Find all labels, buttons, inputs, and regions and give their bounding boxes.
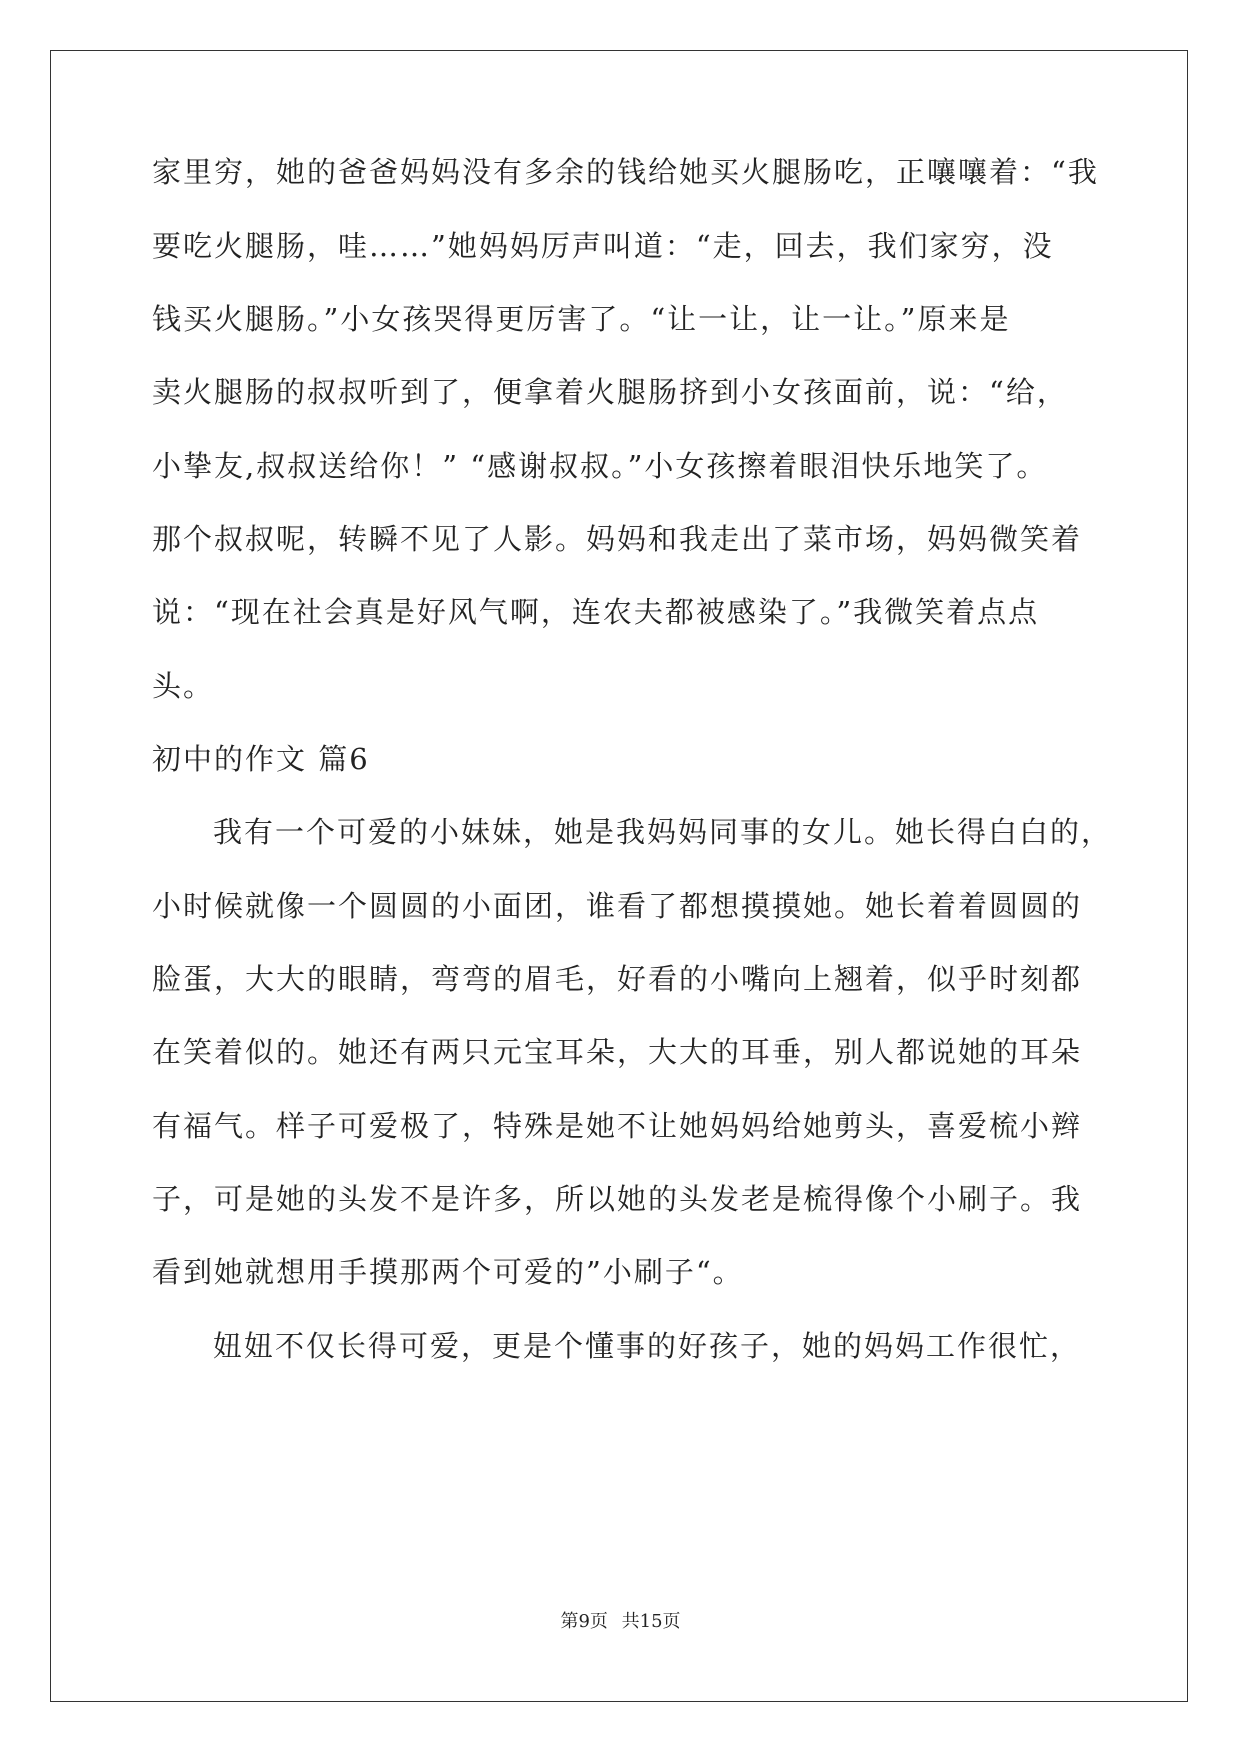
text-line: 子，可是她的头发不是许多，所以她的头发老是梳得像个小刷子。我 bbox=[152, 1182, 1083, 1216]
text-line: 要吃火腿肠，哇……”她妈妈厉声叫道：“走，回去，我们家穷，没 bbox=[152, 229, 1054, 263]
text-line: 妞妞不仅长得可爱，更是个懂事的好孩子，她的妈妈工作很忙， bbox=[213, 1329, 1082, 1363]
page-number: 第9页 bbox=[560, 1611, 608, 1632]
text-line: 我有一个可爱的小妹妹，她是我妈妈同事的女儿。她长得白白的， bbox=[213, 815, 1113, 849]
text-line: 小时候就像一个圆圆的小面团，谁看了都想摸摸她。她长着着圆圆的 bbox=[152, 889, 1083, 923]
text-line: 那个叔叔呢，转瞬不见了人影。妈妈和我走出了菜市场，妈妈微笑着 bbox=[152, 522, 1083, 556]
text-line: 家里穷，她的爸爸妈妈没有多余的钱给她买火腿肠吃，正嚷嚷着：“我 bbox=[152, 155, 1099, 189]
section-heading: 初中的作文 篇6 bbox=[152, 742, 370, 776]
text-line: 看到她就想用手摸那两个可爱的”小刷子“。 bbox=[152, 1255, 744, 1289]
text-line: 说：“现在社会真是好风气啊，连农夫都被感染了。”我微笑着点点 bbox=[152, 595, 1040, 629]
text-line: 卖火腿肠的叔叔听到了，便拿着火腿肠挤到小女孩面前，说：“给， bbox=[152, 375, 1068, 409]
text-line: 有福气。样子可爱极了，特殊是她不让她妈妈给她剪头，喜爱梳小辫 bbox=[152, 1109, 1083, 1143]
text-line: 头。 bbox=[152, 669, 215, 703]
text-line: 在笑着似的。她还有两只元宝耳朵，大大的耳垂，别人都说她的耳朵 bbox=[152, 1035, 1083, 1069]
text-line: 钱买火腿肠。”小女孩哭得更厉害了。“让一让，让一让。”原来是 bbox=[152, 302, 1011, 336]
page-total: 共15页 bbox=[621, 1611, 681, 1632]
page-border bbox=[50, 50, 1188, 1702]
text-line: 小挚友,叔叔送给你！” “感谢叔叔。”小女孩擦着眼泪快乐地笑了。 bbox=[152, 449, 1048, 483]
page-footer bbox=[0, 1610, 1241, 1634]
text-line: 脸蛋，大大的眼睛，弯弯的眉毛，好看的小嘴向上翘着，似乎时刻都 bbox=[152, 962, 1083, 996]
